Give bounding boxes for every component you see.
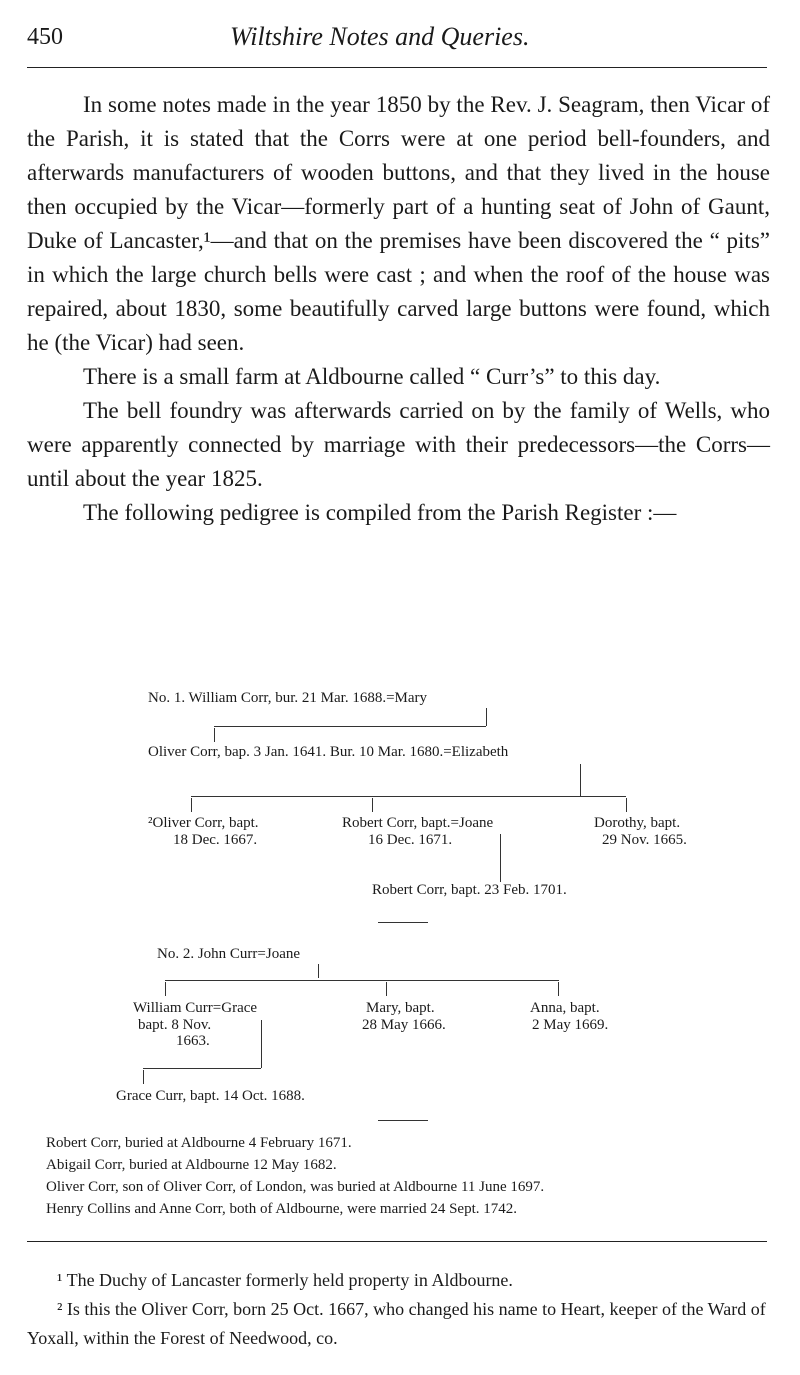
pedigree-2-child-3-line-1: Anna, bapt. xyxy=(530,1000,600,1016)
pedigree-1-root: No. 1. William Corr, bur. 21 Mar. 1688.=Mary xyxy=(148,690,428,706)
record-item: Robert Corr, buried at Aldbourne 4 February 1671. xyxy=(46,1135,352,1151)
pedigree-2-child-1-line-3: 1663. xyxy=(176,1033,210,1049)
footnotes xyxy=(27,1266,772,1353)
pedigree-2-drop-3 xyxy=(558,982,559,996)
paragraph-1: In some notes made in the year 1850 by the Rev. J. Seagram, then Vicar of the Parish, it is stated that the Corrs were at one period bell-founders, and afterwards manufacturers of wooden buttons, and that they lived in the house then occupied by the Vicar—formerly part of a hunting seat of John of Gaunt, Duke of Lancaster,¹—and that on the premises have been discovered the “ pits” in which the large church bells were cast ; and when the roof of the house was repaired, about 1830, some beautifully carved large buttons were found, which he (the Vicar) had seen. xyxy=(27,92,770,355)
page-number: 450 xyxy=(27,24,63,50)
footnote-rule xyxy=(27,1241,767,1242)
pedigree-2-child-1-line-1: William Curr=Grace xyxy=(133,1000,258,1016)
pedigree-1-child-1-line-1: ²Oliver Corr, bapt. xyxy=(148,815,259,831)
pedigree-1-gen2: Oliver Corr, bap. 3 Jan. 1641. Bur. 10 Mar. 1680.=Elizabeth xyxy=(148,744,509,760)
pedigree-2-marriage-line xyxy=(318,964,319,978)
paragraph-2: There is a small farm at Aldbourne called “ Curr’s” to this day. xyxy=(83,364,661,389)
pedigree-1-grandchild: Robert Corr, bapt. 23 Feb. 1701. xyxy=(372,882,567,898)
pedigree-2-root: No. 2. John Curr=Joane xyxy=(157,946,301,962)
pedigree-2-child-2-line-2: 28 May 1666. xyxy=(362,1017,446,1033)
record-item: Abigail Corr, buried at Aldbourne 12 May 1682. xyxy=(46,1157,337,1173)
pedigree-2-drop-1 xyxy=(165,982,166,996)
pedigree-2-grandchild: Grace Curr, bapt. 14 Oct. 1688. xyxy=(116,1088,305,1104)
footnote-2: ² Is this the Oliver Corr, born 25 Oct. 1667, who changed his name to Heart, keeper of the Ward of Yoxall, within the Forest of Needwood, co. xyxy=(27,1299,766,1348)
pedigree-1-drop-1 xyxy=(191,798,192,812)
pedigree-1-drop-2 xyxy=(372,798,373,812)
footnote-1: ¹ The Duchy of Lancaster formerly held property in Aldbourne. xyxy=(57,1270,513,1290)
section-divider-1 xyxy=(378,922,428,923)
pedigree-2-drop-2 xyxy=(386,982,387,996)
pedigree-1-marriage-line xyxy=(486,708,487,726)
header-rule xyxy=(27,67,767,68)
pedigree-1-child-1-line-2: 18 Dec. 1667. xyxy=(173,832,258,848)
pedigree-1-child-3-line-1: Dorothy, bapt. xyxy=(594,815,681,831)
pedigree-2-child-1-line-2: bapt. 8 Nov. xyxy=(138,1017,212,1033)
pedigree-2-marriage-drop xyxy=(261,1020,262,1068)
pedigree-2-child-3-line-2: 2 May 1669. xyxy=(532,1017,609,1033)
pedigree-1-gen2-marriage-line xyxy=(580,764,581,796)
pedigree-2-children-bar xyxy=(165,980,559,981)
pedigree-1-child-2-line-1: Robert Corr, bapt.=Joane xyxy=(342,815,494,831)
paragraph-3: The bell foundry was afterwards carried on by the family of Wells, who were apparently connected by marriage with their predecessors—the Corrs—until about the year 1825. xyxy=(27,398,770,491)
pedigree-1-child-3-line-2: 29 Nov. 1665. xyxy=(602,832,687,848)
parish-records xyxy=(46,1132,776,1220)
pedigree-1-child-2-line-2: 16 Dec. 1671. xyxy=(368,832,453,848)
running-title: Wiltshire Notes and Queries. xyxy=(230,22,530,51)
pedigree-1-drop-3 xyxy=(626,798,627,812)
pedigree-2-grandchild-drop xyxy=(143,1070,144,1084)
pedigree-2-child-2-line-1: Mary, bapt. xyxy=(366,1000,435,1016)
section-divider-2 xyxy=(378,1120,428,1121)
pedigree-1-children-bar xyxy=(191,796,626,797)
pedigree-1-connector xyxy=(214,726,486,727)
body-text xyxy=(27,88,770,530)
record-item: Henry Collins and Anne Corr, both of Aldbourne, were married 24 Sept. 1742. xyxy=(46,1201,517,1217)
pedigree-1-grandchild-line xyxy=(500,834,501,882)
paragraph-4: The following pedigree is compiled from the Parish Register :— xyxy=(83,500,677,525)
record-item: Oliver Corr, son of Oliver Corr, of London, was buried at Aldbourne 11 June 1697. xyxy=(46,1179,545,1195)
pedigree-1-descent-line xyxy=(214,728,215,742)
pedigree-2-grandchild-connector xyxy=(143,1068,261,1069)
